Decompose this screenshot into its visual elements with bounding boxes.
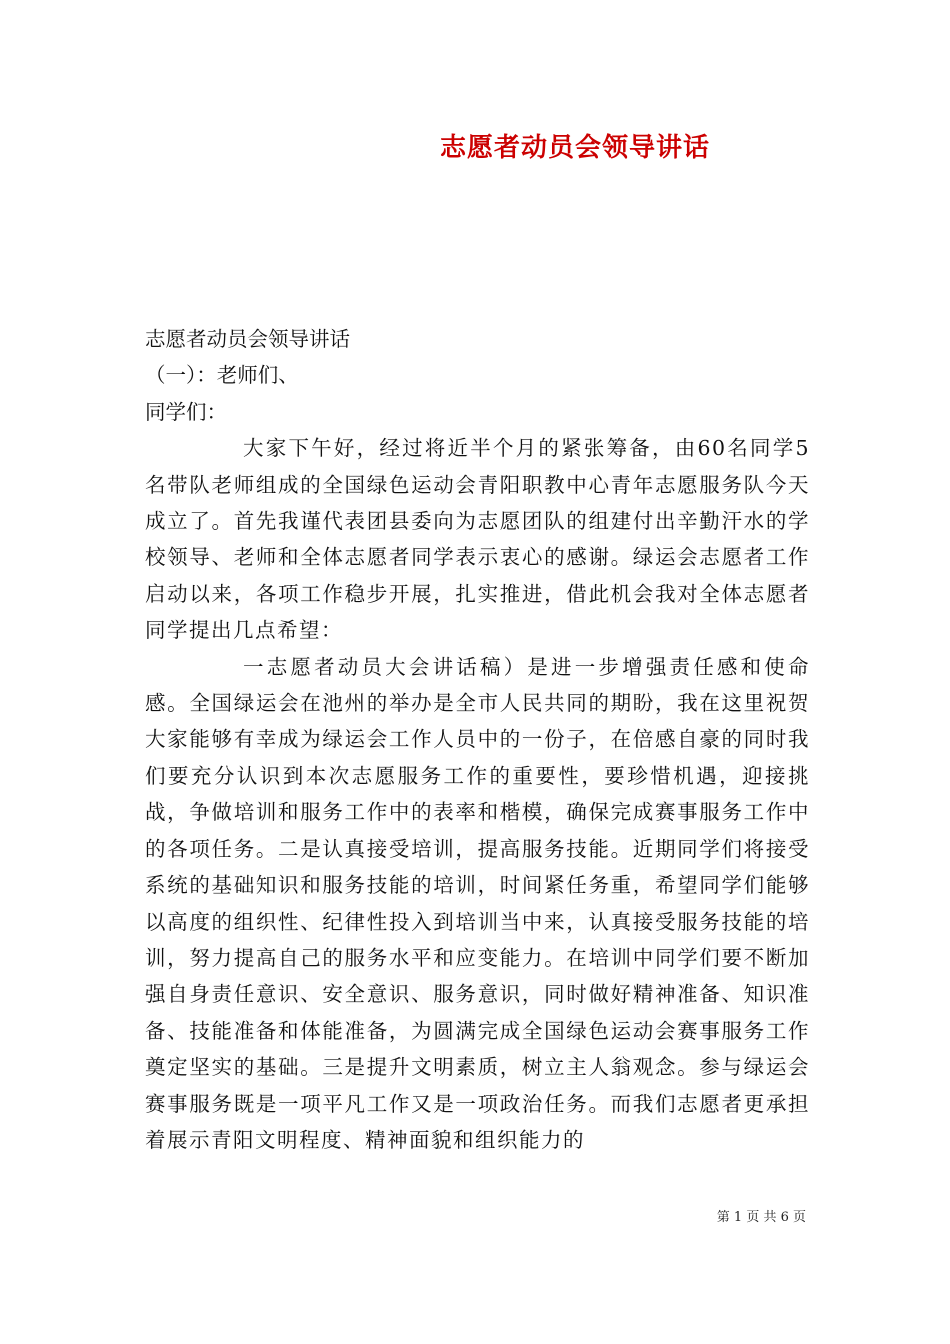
body-heading: 志愿者动员会领导讲话	[145, 327, 350, 351]
page-number: 第 1 页 共 6 页	[716, 1210, 806, 1225]
paragraph-1: 大家下午好，经过将近半个月的紧张筹备，由60名同学5名带队老师组成的全国绿色运动会青阳职教中心青年志愿服务队今天成立了。首先我谨代表团县委向为志愿团队的组建付出辛勤汗水的学校领导、老师和全体志愿者同学表示衷心的感谢。绿运会志愿者工作启动以来，各项工作稳步开展，扎实推进，借此机会我对全体志愿者同学提出几点希望：	[145, 436, 810, 643]
salutation-line-1: （一）：老师们、	[145, 363, 299, 388]
salutation-line-2: 同学们：	[145, 399, 227, 424]
document-title: 志愿者动员会领导讲话	[439, 133, 710, 163]
paragraph-2: 一志愿者动员大会讲话稿）是进一步增强责任感和使命感。全国绿运会在池州的举办是全市人民共同的期盼，我在这里祝贺大家能够有幸成为绿运会工作人员中的一份子，在倍感自豪的同时我们要充分认识到本次志愿服务工作的重要性，要珍惜机遇，迎接挑战，争做培训和服务工作中的表率和楷模，确保完成赛事服务工作中的各项任务。二是认真接受培训，提高服务技能。近期同学们将接受系统的基础知识和服务技能的培训，时间紧任务重，希望同学们能够以高度的组织性、纪律性投入到培训当中来，认真接受服务技能的培训，努力提高自己的服务水平和应变能力。在培训中同学们要不断加强自身责任意识、安全意识、服务意识，同时做好精神准备、知识准备、技能准备和体能准备，为圆满完成全国绿色运动会赛事服务工作奠定坚实的基础。三是提升文明素质，树立主人翁观念。参与绿运会赛事服务既是一项平凡工作又是一项政治任务。而我们志愿者更承担着展示青阳文明程度、精神面貌和组织能力的	[145, 654, 810, 1152]
document-body	[145, 321, 810, 1158]
